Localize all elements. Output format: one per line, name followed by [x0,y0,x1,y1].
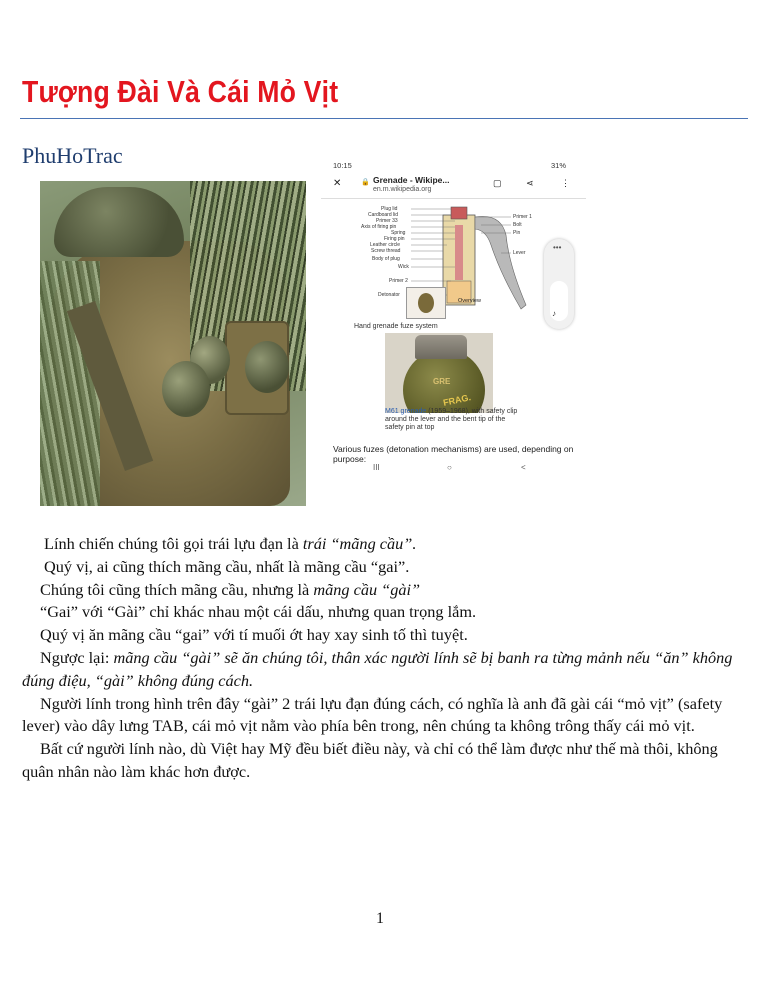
paragraph-emphasis: mãng cầu “gài” sẽ ăn chúng tôi, thân xác người lính sẽ bị banh ra từng mảnh nếu “ăn” không đúng điệu, “gài” không đúng cách. [22,647,733,690]
diagram-label: Lever [513,250,526,256]
status-battery: 31% [550,161,566,170]
diagram-label: Axis of firing pin [361,224,397,230]
m61-link[interactable]: M61 grenade [385,408,427,415]
more-icon[interactable]: ⋮ [561,178,570,188]
overview-label: Overview [458,298,481,304]
paragraph: Bất cứ người lính nào, dù Việt hay Mỹ đều biết điều này, và chỉ có thể làm được như thế mà thôi, không quân nhân nào làm khác hơn được. [22,739,718,781]
android-nav-bar [321,463,586,477]
grenade-fuze [415,335,467,359]
more-icon[interactable]: ••• [553,243,562,252]
helmet [54,187,184,257]
bookmark-icon[interactable]: ▢ [493,178,502,188]
fuze-diagram [351,205,541,317]
diagram-label: Primer 2 [389,278,408,284]
paragraph: Quý vị, ai cũng thích mãng cầu, nhất là mãng cầu “gai”. [44,556,410,576]
grenade-marking: GRE [433,377,451,386]
share-icon[interactable]: ⋖ [526,178,534,188]
various-fuzes-text: Various fuzes (detonation mechanisms) are used, depending on purpose: [333,444,574,464]
author-name: PhuHoTrac [22,143,123,168]
diagram-label: Wick [398,264,409,270]
back-icon[interactable]: < [521,463,526,472]
article-title: Tượng Đài Và Cái Mỏ Vịt [22,74,339,109]
diagram-label: Pin [513,230,521,236]
diagram-label: Firing pin [384,236,405,242]
diagram-label: Screw thread [371,248,401,254]
wikipedia-phone-screenshot [321,157,586,477]
paragraph: Quý vị ăn mãng cầu “gai” với tí muối ớt hay xay sinh tố thì tuyệt. [40,625,468,645]
diagram-label: Bolt [513,222,522,228]
page-title: Grenade - Wikipe... [373,175,450,185]
lock-icon: 🔒 [361,179,370,186]
page-number: 1 [376,910,384,927]
article-body [22,533,748,784]
grenade [162,361,210,417]
overview-thumbnail [406,287,446,319]
paragraph [22,533,748,556]
paragraph [22,647,748,693]
paragraph-text: Chúng tôi cũng thích mãng cầu, nhưng là [40,579,314,599]
fuze-caption: Hand grenade fuze system [354,323,438,330]
diagram-label: Detonator [378,292,400,298]
diagram-label: Primer 33 [376,218,398,224]
diagram-label: Spring [391,230,406,236]
m61-grenade-photo [385,333,493,413]
paragraph-emphasis: trái “mãng cầu”. [302,534,417,553]
paragraph-text: Ngược lại: [40,647,114,667]
home-icon[interactable]: ○ [447,463,452,472]
recent-apps-icon[interactable]: III [373,463,380,472]
soldier-photo [40,181,306,506]
paragraph: Người lính trong hình trên đây “gài” 2 trái lựu đạn đúng cách, có nghĩa là anh đã gài cái “mỏ vịt” (safety lever) vào dây lưng TAB, cái mỏ vịt nằm vào phía bên trong, nên chúng ta không trông thấy cái mỏ vịt. [22,693,723,736]
grass [40,261,100,506]
speaker-icon: ♪ [552,309,556,318]
title-divider [20,118,748,119]
diagram-label: Cardboard lid [368,212,399,218]
paragraph [22,579,748,602]
m61-caption [385,408,525,432]
diagram-label: Body of plug [372,256,400,262]
grenade-thumbnail [418,293,434,313]
volume-slider[interactable] [544,239,574,329]
paragraph-text: Lính chiến chúng tôi gọi trái lựu đạn là [44,534,303,553]
close-icon[interactable]: ✕ [333,178,342,189]
page-domain: en.m.wikipedia.org [373,186,432,193]
browser-url-bar [321,172,586,199]
m61-caption-text: (1959–1968), with safety clip around the lever and the bent tip of the safety pin at top [385,408,518,431]
diagram-label: Primer 1 [513,214,532,220]
diagram-label: Leather circle [370,242,401,248]
diagram-label: Plug lid [381,206,398,212]
grenade-marking: FRAG. [442,392,472,408]
grenade [245,341,289,393]
status-time: 10:15 [333,161,352,170]
paragraph-emphasis: mãng cầu “gài” [313,579,421,599]
paragraph: “Gai” với “Gài” chỉ khác nhau một cái dấu, nhưng quan trọng lắm. [40,602,477,622]
